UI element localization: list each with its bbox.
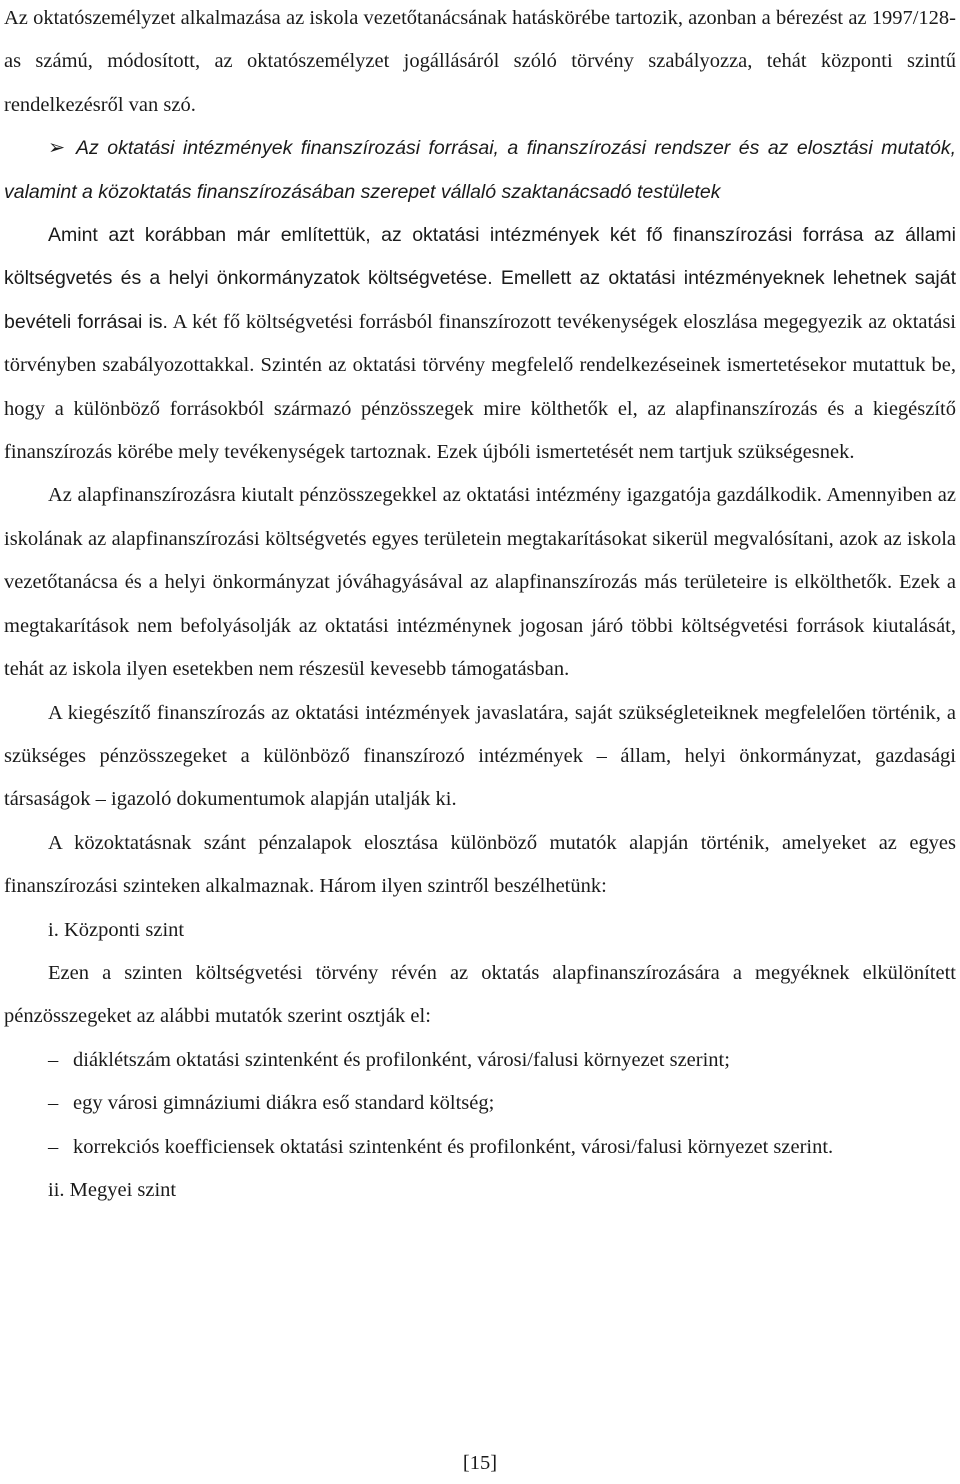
list-item (4, 1039, 956, 1082)
page-number: [15] (462, 1452, 498, 1474)
paragraph-central-level: Ezen a szinten költségvetési törvény révén az oktatás alapfinanszírozására a megyéknek elkülönített pénzösszegeket az alábbi mutatók szerint osztják el: (4, 961, 956, 1028)
paragraph-sources-sans: Amint azt korábban már említettük, az oktatási intézmények két fő finanszírozási forrása az állami költségvetés és a helyi önkormányzatok költségvetése. Emellett az oktatási intézményeknek lehetnek saját bevételi forrásai is. (4, 224, 956, 333)
list-item-text: egy városi gimnáziumi diákra eső standard költség; (73, 1092, 495, 1115)
section-heading-text: Az oktatási intézmények finanszírozási forrásai, a finanszírozási rendszer és az elosztási mutatók, valamint a közoktatás finanszírozásában szerepet vállaló szaktanácsadó testületek (4, 137, 956, 203)
paragraph-sources (4, 214, 956, 474)
paragraph-supplementary-funding: A kiegészítő finanszírozás az oktatási intézmények javaslatára, saját szükségleteiknek megfelelően történik, a szükséges pénzösszegeket a különböző finanszírozó intézmények – állam, helyi önkormányzat, gazdasági társaságok – igazoló dokumentumok alapján utalják ki. (4, 701, 956, 811)
list-item-text: diáklétszám oktatási szintenként és profilonként, városi/falusi környezet szerint; (73, 1048, 730, 1071)
dash-bullet: – (48, 1092, 59, 1115)
dash-bullet: – (48, 1135, 59, 1158)
section-heading (4, 127, 956, 214)
list-item-text: korrekciós koefficiensek oktatási szintenként és profilonként, városi/falusi környezet szerint. (73, 1135, 834, 1158)
level-heading-county: ii. Megyei szint (48, 1178, 177, 1201)
paragraph-sources-rest: A két fő költségvetési forrásból finanszírozott tevékenységek eloszlása megegyezik az oktatási törvényben szabályozottakkal. Szintén az oktatási törvény megfelelő rendelkezéseinek ismertetésekor mutattuk be, hogy a különböző forrásokból származó pénzösszegek mire költhetők el, az alapfinanszírozás és a kiegészítő finanszírozás körébe mely tevékenységek tartoznak. Ezek újbóli ismertetését nem tartjuk szükségesnek. (4, 310, 956, 464)
document-page (4, 0, 956, 1212)
paragraph-distribution: A közoktatásnak szánt pénzalapok elosztása különböző mutatók alapján történik, amelyeket az egyes finanszírozási szinteken alkalmaznak. Három ilyen szintről beszélhetünk: (4, 831, 956, 898)
list-item (4, 1082, 956, 1125)
paragraph-basic-funding: Az alapfinanszírozásra kiutalt pénzösszegekkel az oktatási intézmény igazgatója gazdálkodik. Amennyiben az iskolának az alapfinanszírozási költségvetés egyes területein megtakarításokat sikerül megvalósítani, azok az iskola vezetőtanácsa és a helyi önkormányzat jóváhagyásával az alapfinanszírozás más területeire is elkölthetők. Ezek a megtakarítások nem befolyásolják az oktatási intézménynek jogosan járó többi költségvetési források kiutalását, tehát az iskola ilyen esetekben nem részesül kevesebb támogatásban. (4, 484, 956, 681)
paragraph-intro: Az oktatószemélyzet alkalmazása az iskola vezetőtanácsának hatáskörébe tartozik, azonban a bérezést az 1997/128-as számú, módosított, az oktatószemélyzet jogállásáról szóló törvény szabályozza, tehát központi szintű rendelkezésről van szó. (4, 7, 956, 116)
dash-bullet: – (48, 1048, 59, 1071)
list-item (4, 1126, 956, 1169)
level-heading-central: i. Központi szint (48, 918, 185, 941)
arrow-bullet-icon: ➢ (48, 137, 66, 160)
